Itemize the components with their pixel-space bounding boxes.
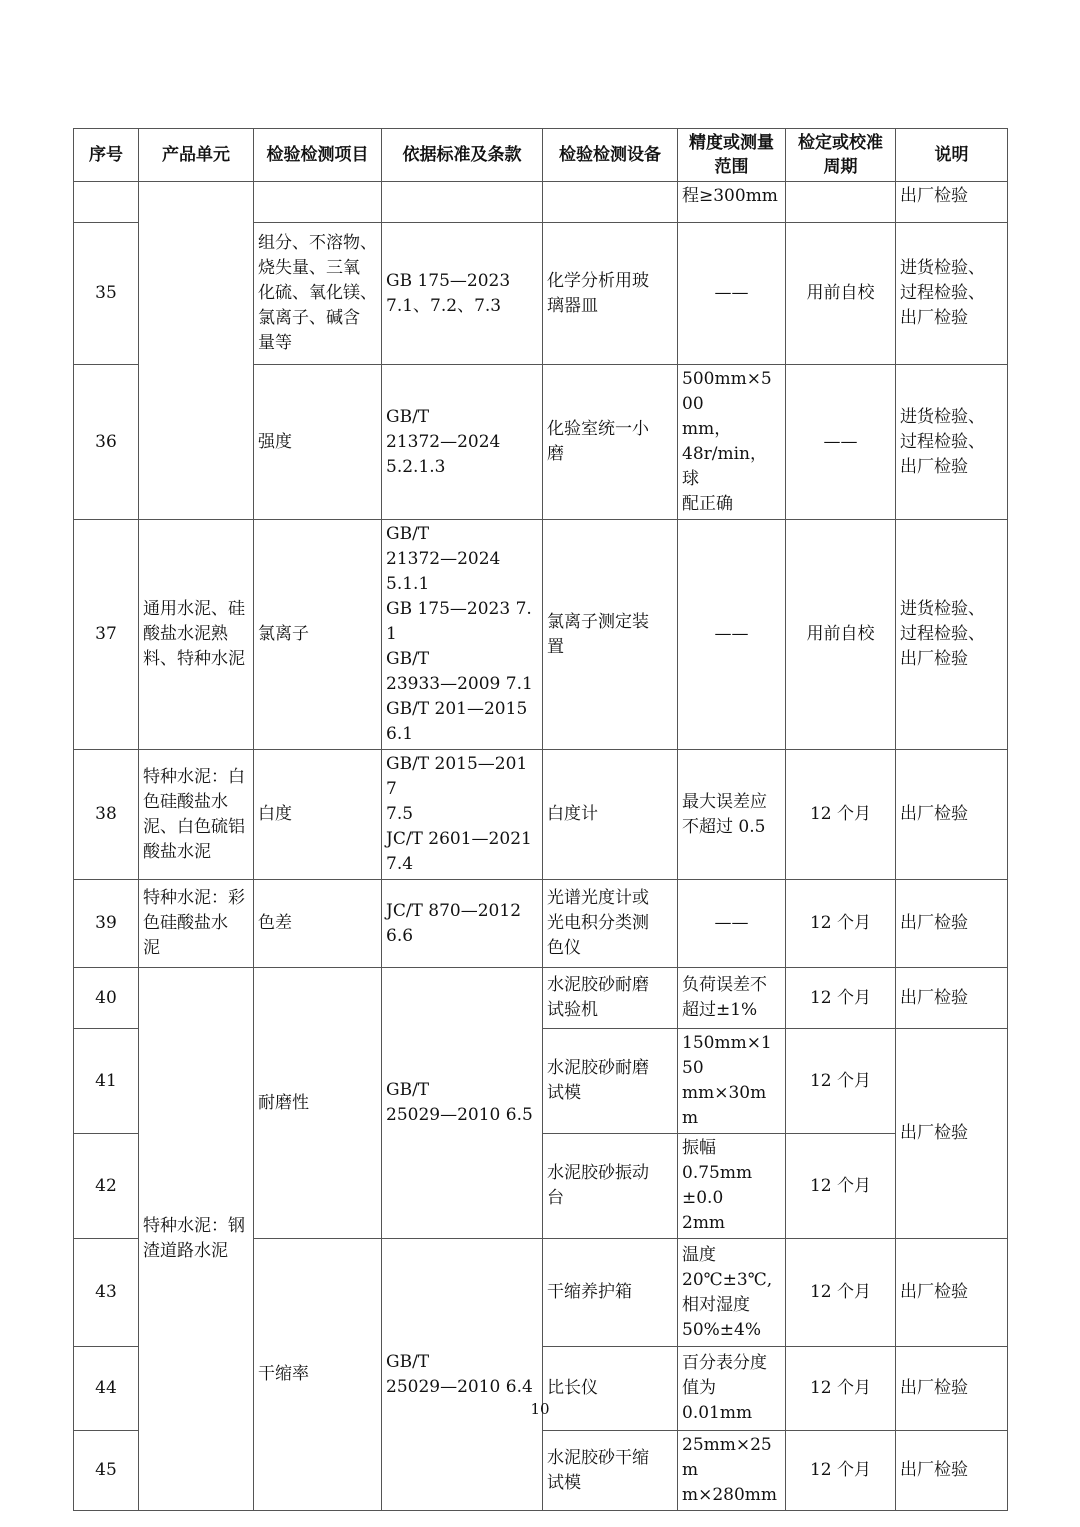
text-line: 过程检验、 <box>900 624 985 644</box>
equipment-cell <box>543 1134 678 1239</box>
table-header-row <box>74 129 1008 182</box>
period-cell: 12 个月 <box>786 1239 896 1347</box>
text-line: 料、特种水泥 <box>143 649 245 669</box>
product-unit-cell <box>139 880 254 968</box>
period-cell: 用前自校 <box>786 223 896 365</box>
text-line: 配正确 <box>682 494 733 514</box>
text-line: 进货检验、 <box>900 599 985 619</box>
text-line: 百分表分度 <box>682 1353 767 1373</box>
text-line: 相对湿度 <box>682 1294 750 1315</box>
period-cell: 12 个月 <box>786 1431 896 1511</box>
period-cell: —— <box>786 365 896 520</box>
text-line: 水泥胶砂干缩 <box>547 1447 649 1468</box>
period-cell: 12 个月 <box>786 1134 896 1239</box>
note-cell: 出厂检验 <box>896 1431 1008 1511</box>
period-cell: 12 个月 <box>786 1029 896 1134</box>
text-line: 试模 <box>547 1083 581 1103</box>
text-line: 最大误差应 <box>682 791 767 812</box>
seq-cell: 41 <box>74 1029 139 1134</box>
period-cell: 12 个月 <box>786 880 896 968</box>
item-cell: 强度 <box>254 365 382 520</box>
text-line: 化验室统一小 <box>547 419 649 439</box>
text-line: 5.2.1.3 <box>386 456 446 477</box>
text-line: 化硫、氧化镁、 <box>258 283 377 303</box>
equipment-cell <box>543 1431 678 1511</box>
item-cell <box>254 182 382 223</box>
range-cell <box>678 365 786 520</box>
text-line: 150mm×150 <box>682 1033 772 1078</box>
text-line: 500mm×500 <box>682 369 772 414</box>
text-line: 出厂检验 <box>900 649 968 669</box>
text-line: JC/T 2601—2021 <box>386 829 532 849</box>
text-line: 进货检验、 <box>900 258 985 278</box>
table-row <box>74 520 1008 750</box>
item-cell: 耐磨性 <box>254 968 382 1239</box>
equipment-cell <box>543 223 678 365</box>
note-cell <box>896 520 1008 750</box>
text-line: 周期 <box>823 157 858 177</box>
seq-cell: 43 <box>74 1239 139 1347</box>
item-cell: 色差 <box>254 880 382 968</box>
page-number: 10 <box>530 1400 550 1418</box>
seq-cell: 39 <box>74 880 139 968</box>
product-unit-cell <box>139 520 254 750</box>
text-line: GB/T <box>386 406 430 427</box>
text-line: 范围 <box>714 157 749 177</box>
period-cell <box>786 182 896 223</box>
seq-cell: 45 <box>74 1431 139 1511</box>
text-line: GB 175—2023 7.1 <box>386 599 532 644</box>
text-line: 2mm <box>682 1213 726 1233</box>
text-line: 磨 <box>547 444 564 464</box>
text-line: 色硅酸盐水 <box>143 791 228 812</box>
text-line: 过程检验、 <box>900 431 985 452</box>
seq-cell: 40 <box>74 968 139 1029</box>
text-line: 渣道路水泥 <box>143 1241 228 1261</box>
text-line: 水泥胶砂振动 <box>547 1163 649 1183</box>
header-seq: 序号 <box>74 129 139 182</box>
text-line: 试模 <box>547 1472 581 1493</box>
equipment-cell: 干缩养护箱 <box>543 1239 678 1347</box>
standard-cell <box>382 880 543 968</box>
text-line: 光电积分类测 <box>547 913 649 933</box>
text-line: 璃器皿 <box>547 295 598 316</box>
text-line: 负荷误差不 <box>682 975 767 995</box>
text-line: 试验机 <box>547 1000 598 1020</box>
note-cell: 出厂检验 <box>896 1347 1008 1431</box>
inspection-equipment-table <box>73 128 1008 1511</box>
seq-cell: 37 <box>74 520 139 750</box>
text-line: 色硅酸盐水 <box>143 913 228 933</box>
note-cell: 出厂检验 <box>896 750 1008 880</box>
text-line: 氯离子、碱含 <box>258 308 360 328</box>
text-line: 检定或校准 <box>798 133 883 153</box>
text-line: 7.5 <box>386 804 414 824</box>
header-note: 说明 <box>896 129 1008 182</box>
text-line: 依据标准及条款 <box>402 145 522 165</box>
text-line: 50%±4% <box>682 1319 761 1340</box>
text-line: 特种水泥：钢 <box>143 1216 245 1236</box>
header-equipment: 检验检测设备 <box>543 129 678 182</box>
standard-cell <box>382 182 543 223</box>
note-cell: 出厂检验 <box>896 1239 1008 1347</box>
text-line: 21372—2024 <box>386 549 501 569</box>
text-line: 精度或测量 <box>689 133 774 153</box>
period-cell: 12 个月 <box>786 968 896 1029</box>
text-line: m×280mm <box>682 1485 778 1505</box>
text-line: 酸盐水泥 <box>143 841 211 862</box>
range-cell: —— <box>678 520 786 750</box>
seq-cell: 35 <box>74 223 139 365</box>
text-line: 0.01mm <box>682 1403 753 1423</box>
table-row <box>74 182 1008 223</box>
equipment-cell <box>543 1029 678 1134</box>
text-line: 21372—2024 <box>386 431 501 452</box>
range-cell <box>678 1431 786 1511</box>
period-cell: 12 个月 <box>786 1347 896 1431</box>
product-unit-cell <box>139 968 254 1511</box>
text-line: 温度 <box>682 1244 716 1265</box>
text-line: GB/T <box>386 1080 430 1100</box>
text-line: 氯离子测定装 <box>547 611 649 632</box>
equipment-cell <box>543 880 678 968</box>
text-line: 7.1、7.2、7.3 <box>386 295 502 316</box>
standard-cell <box>382 520 543 750</box>
text-line: 值为 <box>682 1378 716 1398</box>
range-cell <box>678 1239 786 1347</box>
range-cell <box>678 968 786 1029</box>
note-cell <box>896 223 1008 365</box>
text-line: 色仪 <box>547 938 581 958</box>
range-cell: 程≥300mm <box>678 182 786 223</box>
text-line: 5.1.1 <box>386 574 430 594</box>
text-line: 特种水泥：彩 <box>143 888 245 908</box>
product-unit-cell <box>139 750 254 880</box>
equipment-cell: 比长仪 <box>543 1347 678 1431</box>
equipment-cell: 白度计 <box>543 750 678 880</box>
range-cell: —— <box>678 880 786 968</box>
text-line: 化学分析用玻 <box>547 270 649 291</box>
seq-cell: 42 <box>74 1134 139 1239</box>
item-cell: 白度 <box>254 750 382 880</box>
header-period <box>786 129 896 182</box>
header-inspection-item: 检验检测项目 <box>254 129 382 182</box>
text-line: 出厂检验 <box>900 308 968 328</box>
table-row <box>74 968 1008 1029</box>
item-cell: 干缩率 <box>254 1239 382 1511</box>
text-line: 25mm×25m <box>682 1435 772 1480</box>
text-line: 水泥胶砂耐磨 <box>547 1058 649 1078</box>
text-line: 7.4 <box>386 854 414 874</box>
header-standard <box>382 129 543 182</box>
equipment-cell <box>543 182 678 223</box>
seq-cell: 44 <box>74 1347 139 1431</box>
note-cell <box>896 365 1008 520</box>
standard-cell <box>382 1239 543 1511</box>
text-line: GB/T <box>386 1351 430 1372</box>
text-line: 组分、不溶物、 <box>258 233 377 253</box>
seq-cell: 36 <box>74 365 139 520</box>
text-line: 超过±1% <box>682 1000 758 1020</box>
note-cell: 出厂检验 <box>896 968 1008 1029</box>
standard-cell <box>382 365 543 520</box>
text-line: 进货检验、 <box>900 406 985 427</box>
text-line: GB 175—2023 <box>386 270 511 291</box>
text-line: GB/T <box>386 524 430 544</box>
equipment-cell <box>543 968 678 1029</box>
product-unit-cell <box>139 182 254 520</box>
seq-cell <box>74 182 139 223</box>
standard-cell <box>382 750 543 880</box>
text-line: 6.6 <box>386 925 414 946</box>
standard-cell <box>382 223 543 365</box>
item-cell <box>254 223 382 365</box>
text-line: 泥、白色硫铝 <box>143 816 245 837</box>
text-line: 23933—2009 7.1 <box>386 674 533 694</box>
text-line: 出厂检验 <box>900 456 968 477</box>
note-cell: 出厂检验 <box>896 1029 1008 1239</box>
text-line: 置 <box>547 636 564 657</box>
equipment-cell <box>543 365 678 520</box>
range-cell <box>678 1134 786 1239</box>
text-line: 20℃±3℃, <box>682 1269 773 1290</box>
text-line: 25029—2010 6.5 <box>386 1105 533 1125</box>
table-row <box>74 750 1008 880</box>
text-line: GB/T <box>386 649 430 669</box>
text-line: 0.75mm±0.0 <box>682 1163 753 1208</box>
note-cell: 出厂检验 <box>896 182 1008 223</box>
text-line: 48r/min，球 <box>682 444 767 489</box>
text-line: 量等 <box>258 333 292 353</box>
item-cell: 氯离子 <box>254 520 382 750</box>
text-line: 通用水泥、硅 <box>143 599 245 619</box>
text-line: GB/T 2015—2017 <box>386 754 528 799</box>
text-line: mm， <box>682 419 732 439</box>
equipment-cell <box>543 520 678 750</box>
standard-cell <box>382 968 543 1239</box>
period-cell: 12 个月 <box>786 750 896 880</box>
text-line: 酸盐水泥熟 <box>143 624 228 644</box>
period-cell: 用前自校 <box>786 520 896 750</box>
header-range <box>678 129 786 182</box>
range-cell: —— <box>678 223 786 365</box>
text-line: GB/T 201—2015 <box>386 699 528 719</box>
range-cell <box>678 1029 786 1134</box>
text-line: 25029—2010 6.4 <box>386 1376 533 1397</box>
text-line: 振幅 <box>682 1138 716 1158</box>
text-line: 水泥胶砂耐磨 <box>547 975 649 995</box>
range-cell <box>678 750 786 880</box>
text-line: 6.1 <box>386 724 414 744</box>
header-product-unit: 产品单元 <box>139 129 254 182</box>
text-line: 光谱光度计或 <box>547 888 649 908</box>
text-line: JC/T 870—2012 <box>386 900 522 921</box>
note-cell: 出厂检验 <box>896 880 1008 968</box>
text-line: 特种水泥：白 <box>143 766 245 787</box>
seq-cell: 38 <box>74 750 139 880</box>
text-line: mm×30mm <box>682 1083 767 1128</box>
table-row <box>74 880 1008 968</box>
text-line: 烧失量、三氧 <box>258 258 360 278</box>
text-line: 不超过 0.5 <box>682 816 766 837</box>
text-line: 泥 <box>143 938 160 958</box>
text-line: 过程检验、 <box>900 283 985 303</box>
text-line: 台 <box>547 1188 564 1208</box>
